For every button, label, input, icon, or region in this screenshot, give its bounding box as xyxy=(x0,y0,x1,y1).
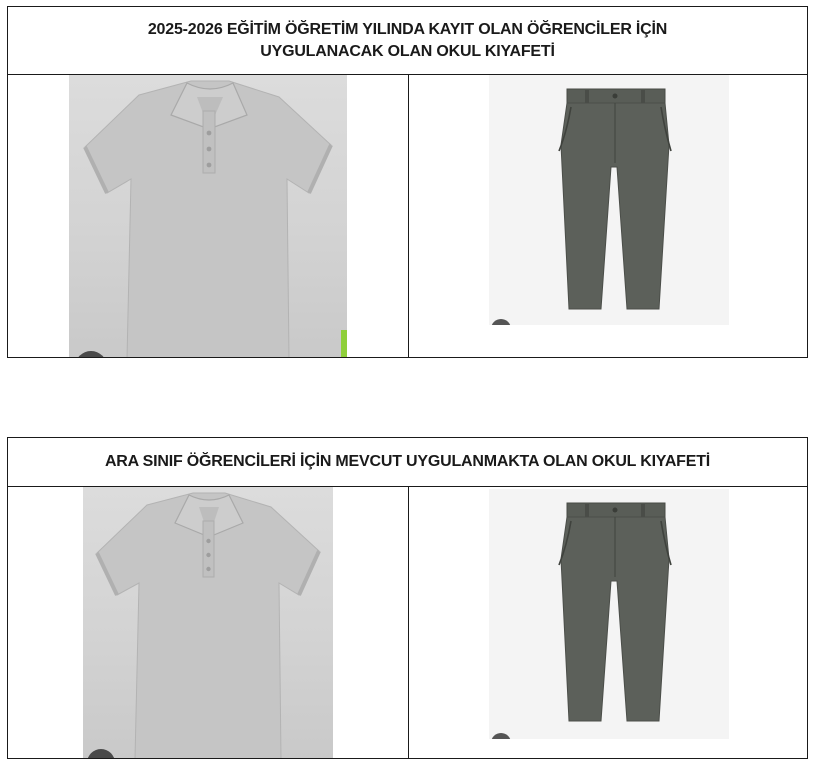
trousers-image xyxy=(489,489,729,739)
polo-shirt-image xyxy=(83,487,333,758)
trousers-cell xyxy=(409,487,807,758)
header-line-2: UYGULANACAK OLAN OKUL KIYAFETİ xyxy=(260,42,555,60)
polo-shirt-image xyxy=(69,75,347,357)
trousers-cell xyxy=(409,75,807,357)
shirt-cell xyxy=(8,487,409,758)
uniform-table-new-students xyxy=(7,6,808,358)
table-header xyxy=(8,438,807,487)
trousers-image xyxy=(489,75,729,325)
header-line-1: ARA SINIF ÖĞRENCİLERİ İÇİN MEVCUT UYGULANMAKTA OLAN OKUL KIYAFETİ xyxy=(104,453,711,470)
table-header xyxy=(8,7,807,75)
table-row xyxy=(8,487,807,758)
table-row xyxy=(8,75,807,357)
uniform-table-current-students xyxy=(7,437,808,759)
shirt-cell xyxy=(8,75,409,357)
header-line-1: 2025-2026 EĞİTİM ÖĞRETİM YILINDA KAYIT OLAN ÖĞRENCİLER İÇİN xyxy=(147,20,668,38)
